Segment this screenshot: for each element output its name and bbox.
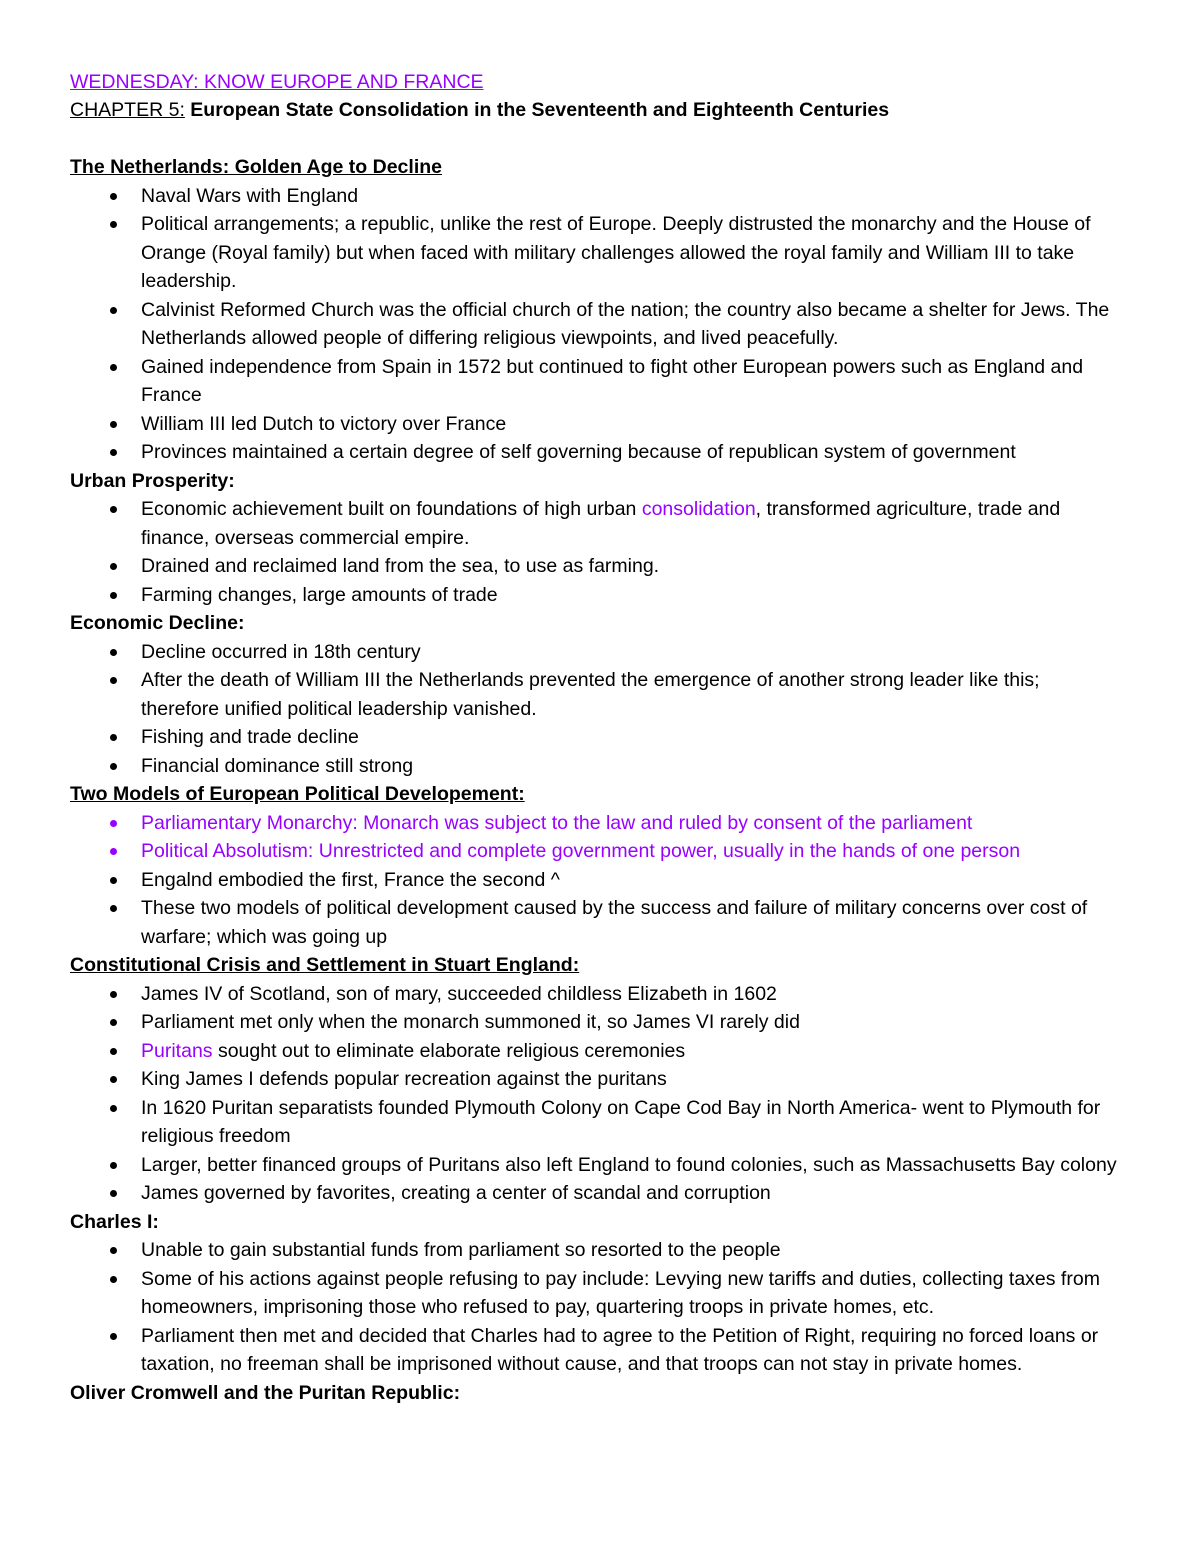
section-heading-charles-i: Charles I: [70,1210,159,1233]
document-title: WEDNESDAY: KNOW EUROPE AND FRANCE [70,71,484,93]
bullet-list-economic-decline [70,638,1130,781]
list-item: Naval Wars with England [70,182,1130,211]
bullet-list-urban-prosperity [70,495,1130,609]
bullet-icon [110,1247,117,1254]
list-item: In 1620 Puritan separatists founded Plymouth Colony on Cape Cod Bay in North America- went to Plymouth for religious freedom [70,1094,1130,1151]
bullet-icon [110,1019,117,1026]
bullet-icon [110,677,117,684]
list-item: Political arrangements; a republic, unlike the rest of Europe. Deeply distrusted the monarchy and the House of Orange (Royal family) but when faced with military challenges allowed the royal family and William III to take leadership. [70,210,1130,296]
bullet-icon [110,1333,117,1340]
list-item: James governed by favorites, creating a center of scandal and corruption [70,1179,1130,1208]
bullet-icon [110,1190,117,1197]
list-item: Economic achievement built on foundations of high urban consolidation, transformed agriculture, trade and finance, overseas commercial empire. [70,495,1130,552]
bullet-icon [110,421,117,428]
chapter-heading [70,96,1130,125]
bullet-icon [110,449,117,456]
list-item: James IV of Scotland, son of mary, succeeded childless Elizabeth in 1602 [70,980,1130,1009]
section-heading-urban-prosperity: Urban Prosperity: [70,469,235,492]
list-item: Gained independence from Spain in 1572 but continued to fight other European powers such as England and France [70,353,1130,410]
bullet-icon [110,877,117,884]
highlighted-term: consolidation [641,498,756,520]
list-item: Financial dominance still strong [70,752,1130,781]
bullet-icon [110,592,117,599]
bullet-icon [110,905,117,912]
list-item: These two models of political development caused by the success and failure of military concerns over cost of warfare; which was going up [70,894,1130,951]
section-heading-two-models: Two Models of European Political Developement: [70,783,525,805]
bullet-list-constitutional-crisis [70,980,1130,1208]
bullet-list-two-models [70,809,1130,952]
list-item: Calvinist Reformed Church was the official church of the nation; the country also became a shelter for Jews. The Netherlands allowed people of differing religious viewpoints, and lived peacefully. [70,296,1130,353]
list-item: Larger, better financed groups of Puritans also left England to found colonies, such as Massachusetts Bay colony [70,1151,1130,1180]
bullet-icon [110,763,117,770]
section-heading-oliver-cromwell: Oliver Cromwell and the Puritan Republic: [70,1381,461,1404]
list-item: Fishing and trade decline [70,723,1130,752]
list-item: Parliament met only when the monarch summoned it, so James VI rarely did [70,1008,1130,1037]
list-item: Some of his actions against people refusing to pay include: Levying new tariffs and duties, collecting taxes from homeowners, imprisoning those who refused to pay, quartering troops in private homes, etc. [70,1265,1130,1322]
section-heading-netherlands: The Netherlands: Golden Age to Decline [70,156,442,178]
bullet-icon [110,563,117,570]
bullet-icon [110,649,117,656]
list-item: William III led Dutch to victory over France [70,410,1130,439]
list-item: Political Absolutism: Unrestricted and complete government power, usually in the hands of one person [70,837,1130,866]
section-heading-constitutional-crisis: Constitutional Crisis and Settlement in Stuart England: [70,954,580,976]
chapter-label: CHAPTER 5: [70,99,185,121]
list-item: Parliamentary Monarchy: Monarch was subject to the law and ruled by consent of the parliament [70,809,1130,838]
bullet-icon [110,1276,117,1283]
bullet-icon [110,1076,117,1083]
bullet-list-charles-i [70,1236,1130,1379]
bullet-icon [110,991,117,998]
bullet-icon [110,506,117,513]
list-item: King James I defends popular recreation against the puritans [70,1065,1130,1094]
bullet-icon [110,734,117,741]
bullet-list-netherlands [70,182,1130,467]
bullet-icon [110,1105,117,1112]
list-item: Engalnd embodied the first, France the second ^ [70,866,1130,895]
bullet-icon [110,848,117,855]
section-heading-economic-decline: Economic Decline: [70,612,245,634]
list-item: After the death of William III the Netherlands prevented the emergence of another strong leader like this; therefore unified political leadership vanished. [70,666,1130,723]
list-item: Decline occurred in 18th century [70,638,1130,667]
bullet-icon [110,193,117,200]
list-item: Provinces maintained a certain degree of self governing because of republican system of government [70,438,1130,467]
blank-line [70,125,1130,154]
bullet-icon [110,364,117,371]
bullet-icon [110,1048,117,1055]
list-item: Parliament then met and decided that Charles had to agree to the Petition of Right, requiring no forced loans or taxation, no freeman shall be imprisoned without cause, and that troops can not stay in private homes. [70,1322,1130,1379]
chapter-title: European State Consolidation in the Seventeenth and Eighteenth Centuries [184,99,890,121]
list-item: Puritans sought out to eliminate elaborate religious ceremonies [70,1037,1130,1066]
bullet-icon [110,820,117,827]
bullet-icon [110,221,117,228]
list-item: Farming changes, large amounts of trade [70,581,1130,610]
list-item: Unable to gain substantial funds from parliament so resorted to the people [70,1236,1130,1265]
highlighted-term: Puritans [141,1039,213,1062]
list-item: Drained and reclaimed land from the sea, to use as farming. [70,552,1130,581]
bullet-icon [110,307,117,314]
bullet-icon [110,1162,117,1169]
